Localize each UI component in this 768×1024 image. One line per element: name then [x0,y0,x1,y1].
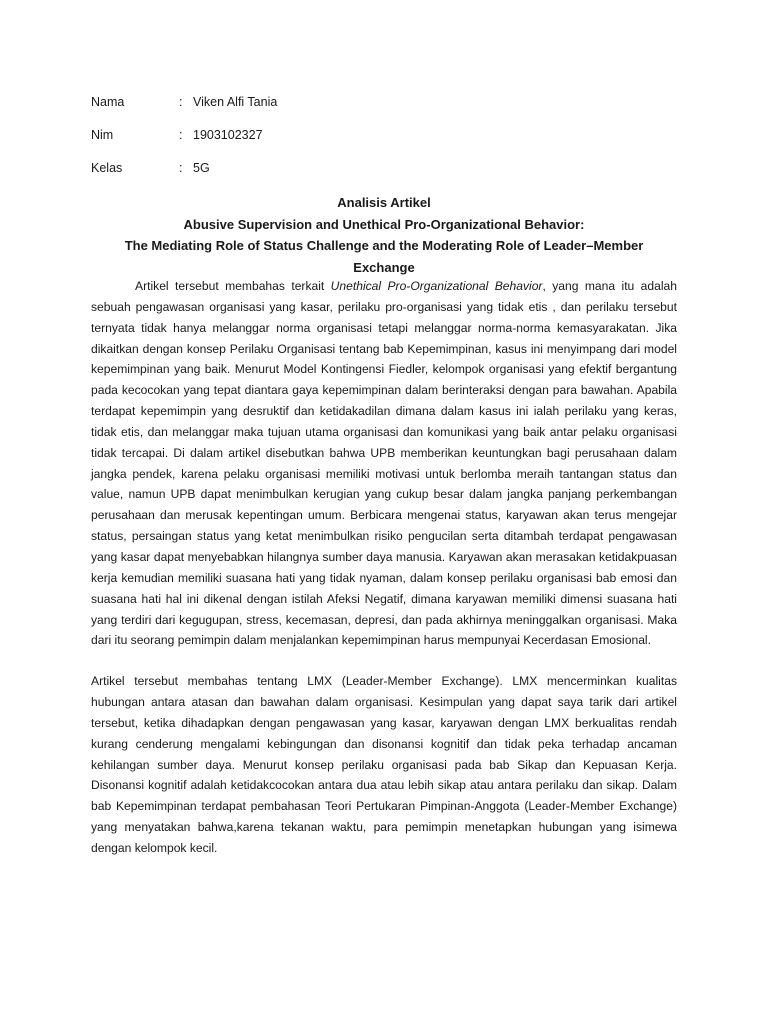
field-value: 1903102327 [193,128,263,142]
document-title [91,192,677,278]
paragraph-2: Artikel tersebut membahas tentang LMX (Leader-Member Exchange). LMX mencerminkan kualitas hubungan antara atasan dan bawahan dalam organisasi. Kesimpulan yang dapat saya tarik dari artikel tersebut, ketika dihadapkan dengan pengawasan yang kasar, karyawan dengan LMX berkualitas rendah kurang cenderung mengalami kebingungan dan disonansi kognitif dan tidak peka terhadap ancaman kehilangan sumber daya. Menurut konsep perilaku organisasi pada bab Sikap dan Kepuasan Kerja. Disonansi kognitif adalah ketidakcocokan antara dua atau lebih sikap atau antara perilaku dan sikap. Dalam bab Kepemimpinan terdapat pembahasan Teori Pertukaran Pimpinan-Anggota (Leader-Member Exchange) yang menyatakan bahwa,karena tekanan waktu, para pemimpin menetapkan hubungan yang isimewa dengan kelompok kecil. [91,674,677,855]
field-label: Nama [91,95,125,109]
title-line-1: Analisis Artikel [337,195,431,210]
field-colon: : [179,128,183,142]
field-label: Nim [91,128,114,142]
paragraph-1-rest: , yang mana itu adalah sebuah pengawasan organisasi yang kasar, perilaku pro-organisasi yang tidak etis , dan perilaku tersebut ternyata tidak hanya melanggar norma organisasi tetapi melanggar norma-norma kemasyarakatan. Jika dikaitkan dengan konsep Perilaku Organisasi tentang bab Kepemimpinan, kasus ini menyimpang dari model kepemimpinan yang baik. Menurut Model Kontingensi Fiedler, kelompok organisasi yang efektif bergantung pada kecocokan yang tepat diantara gaya kepemimpinan dalam berinteraksi dengan para bawahan. Apabila terdapat kepemimpin yang desruktif dan ketidakadilan dimana dalam kasus ini ialah perilaku yang keras, tidak etis, dan melanggar maka tujuan utama organisasi dan komunikasi yang baik antar pelaku organisasi tidak tercapai. Di dalam artikel disebutkan bahwa UPB memberikan keuntungkan bagi perusahaan dalam jangka pendek, karena pelaku organisasi memiliki motivasi untuk berlomba meraih tantangan status dan value, namun UPB dapat menimbulkan kerugian yang cukup besar dalam jangka panjang perkembangan perusahaan dan merusak kepentingan umum. Berbicara mengenai status, karyawan akan terus mengejar status, persaingan status yang ketat menimbulkan risiko pengucilan serta ditambah terdapat pengawasan yang kasar dapat menyebabkan hilangnya sumber daya manusia. Karyawan akan merasakan ketidakpuasan kerja kemudian memiliki suasana hati yang tidak nyaman, dalam konsep perilaku organisasi bab emosi dan suasana hati hal ini dikenal dengan istilah Afeksi Negatif, dimana karyawan memiliki dimensi suasana hati yang terdiri dari kegugupan, stress, kecemasan, depresi, dan pada akhirnya meninggalkan organisasi. Maka dari itu seorang pemimpin dalam menjalankan kepemimpinan harus mempunyai Kecerdasan Emosional. [91,279,678,648]
field-nim [91,125,491,158]
field-nama [91,92,491,125]
paragraph-1-emphasis: Unethical Pro-Organizational Behavior [330,279,543,293]
field-colon: : [179,161,183,175]
document-body [91,276,677,859]
field-label: Kelas [91,161,123,175]
field-value: 5G [193,161,210,175]
paragraph-1-lead: Artikel tersebut membahas terkait [135,279,331,293]
student-info [91,92,491,191]
title-line-3: The Mediating Role of Status Challenge and the Moderating Role of Leader–Member [124,238,644,253]
field-kelas [91,158,491,191]
field-colon: : [179,95,183,109]
paragraph-1 [91,276,677,651]
field-value: Viken Alfi Tania [193,95,278,109]
title-line-4: Exchange [353,259,415,275]
title-line-2: Abusive Supervision and Unethical Pro-Organizational Behavior: [183,216,585,232]
